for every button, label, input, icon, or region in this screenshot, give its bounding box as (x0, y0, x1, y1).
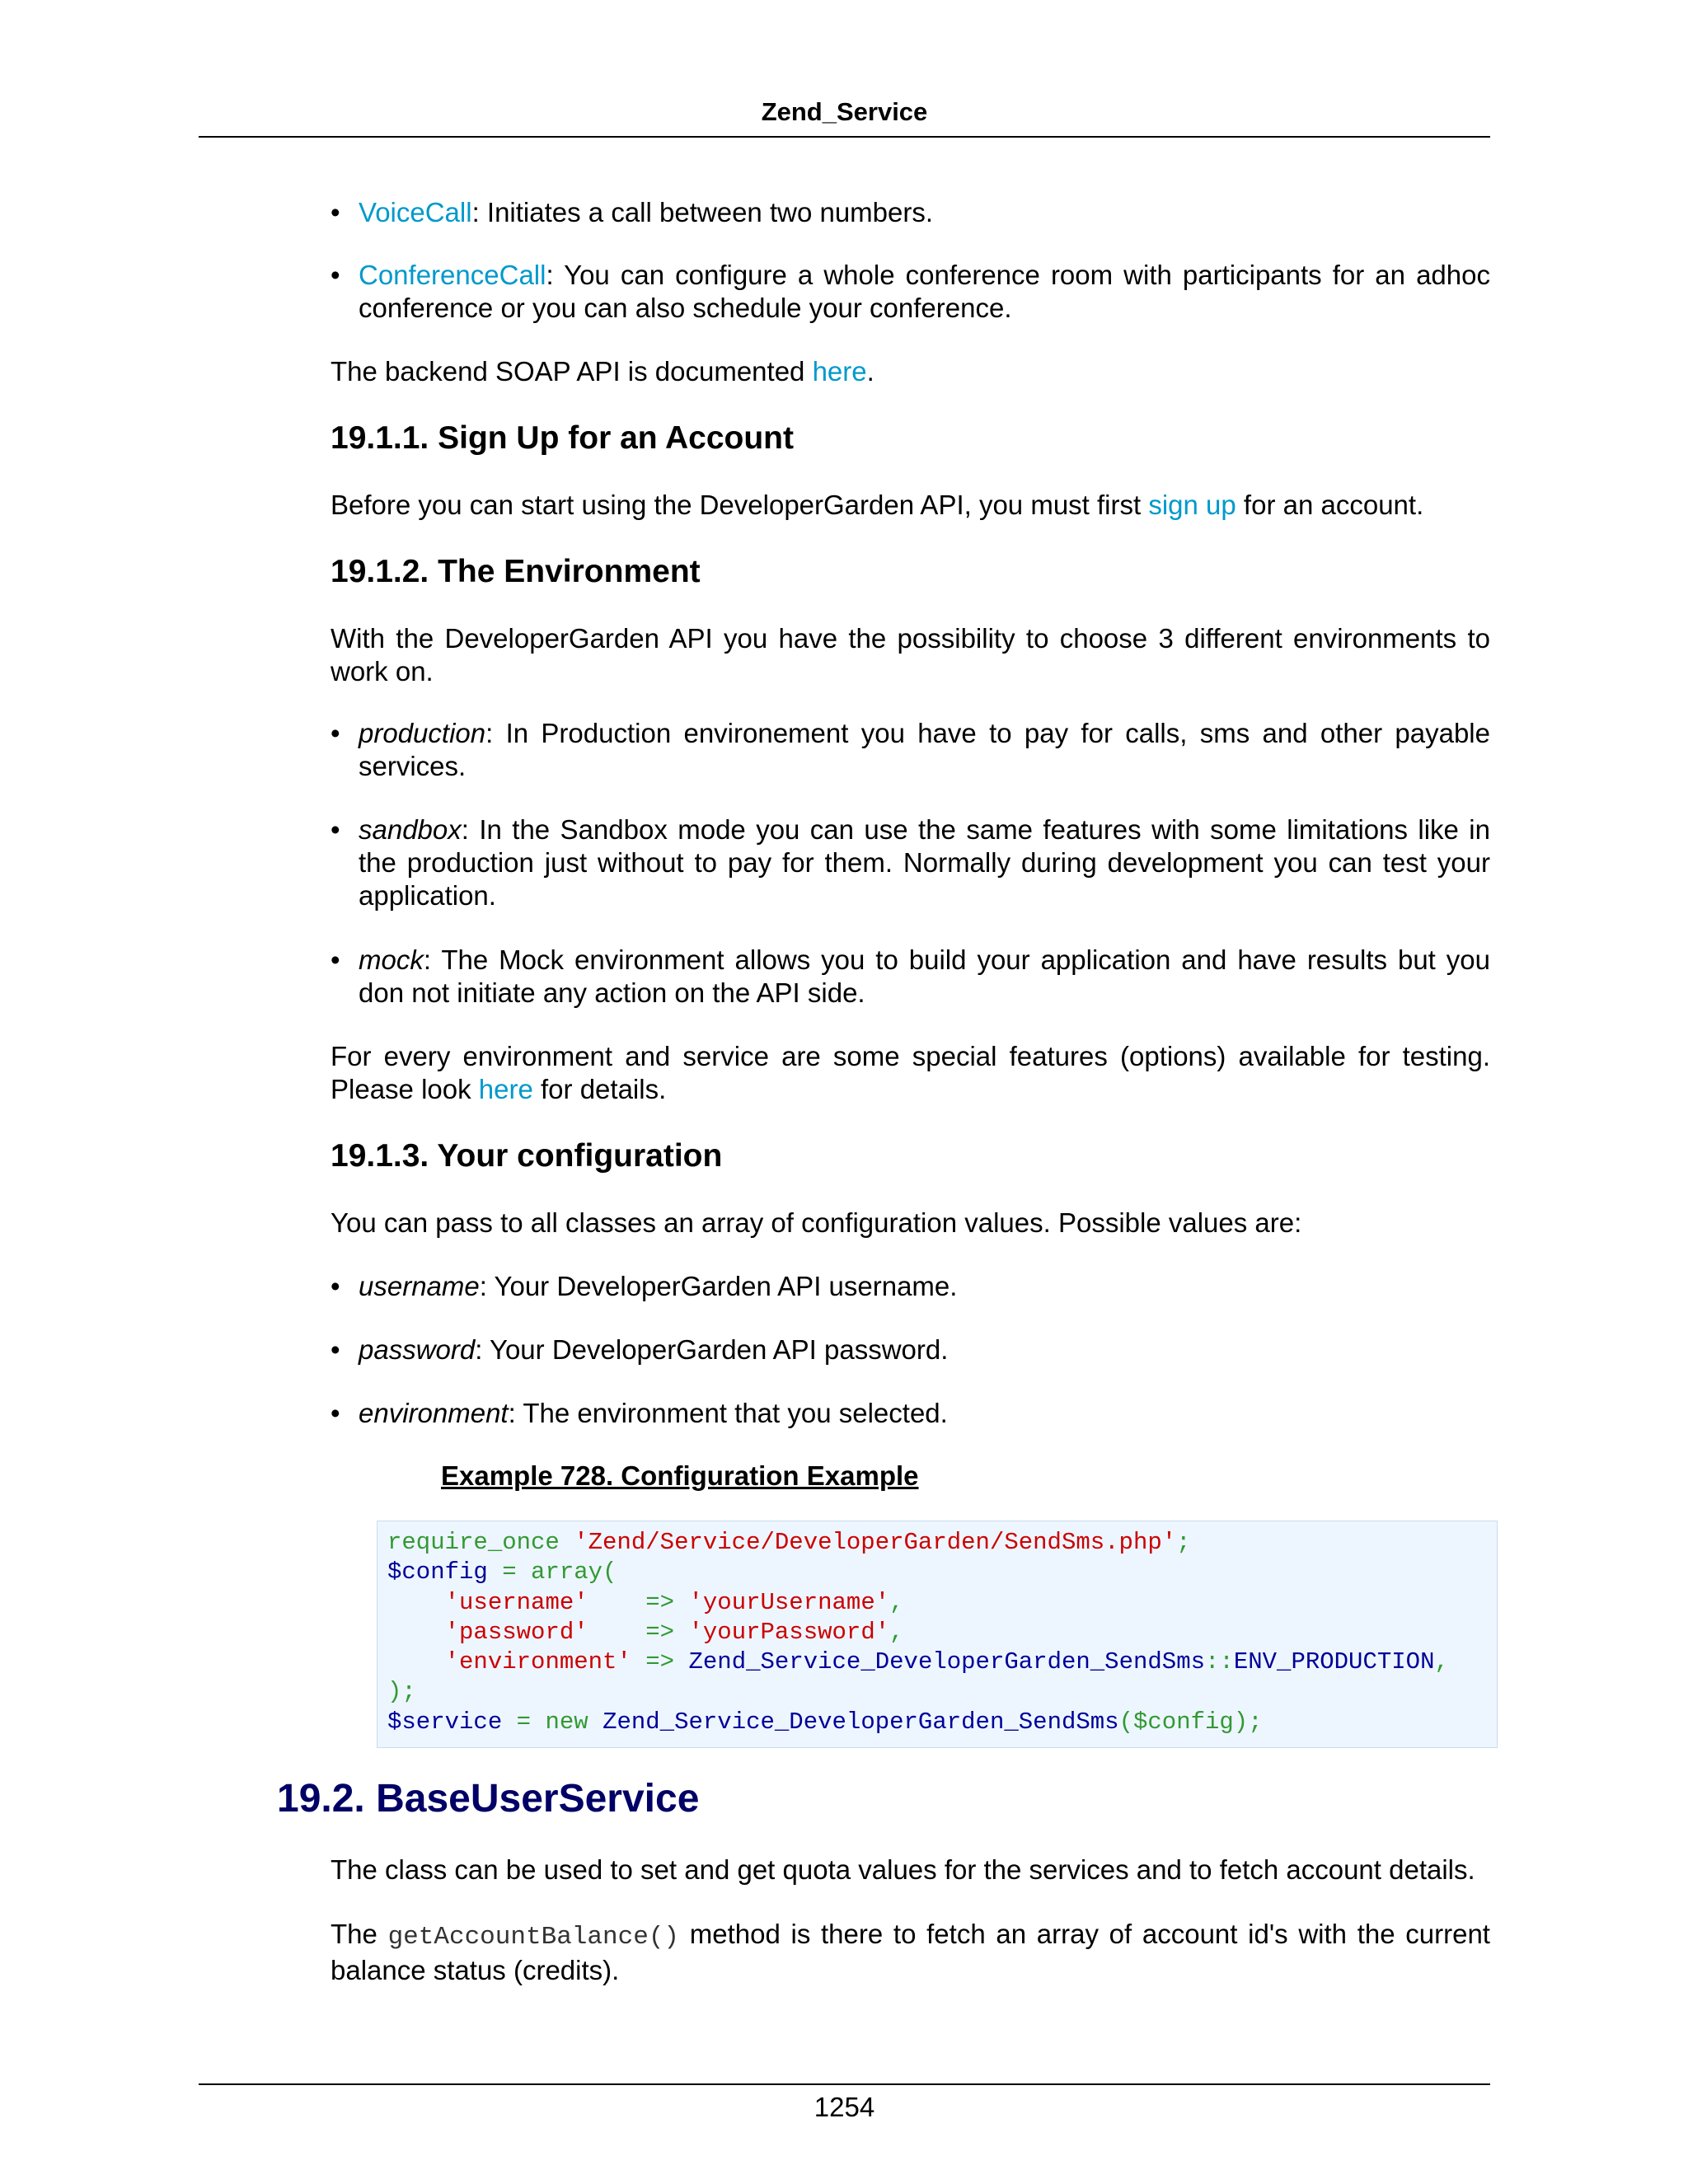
list-item-text: : Initiates a call between two numbers. (471, 197, 934, 227)
term-sandbox: sandbox (359, 814, 462, 845)
voicecall-link[interactable]: VoiceCall (359, 197, 472, 227)
term-production: production (359, 718, 486, 748)
running-header: Zend_Service (761, 97, 928, 126)
conferencecall-link[interactable]: ConferenceCall (359, 260, 546, 290)
list-item: • username: Your DeveloperGarden API username. (331, 1271, 958, 1301)
base-user-service-paragraph: The class can be used to set and get quota values for the services and to fetch account details. (331, 1854, 1475, 1885)
environment-note: For every environment and service are some special features (options) available for testing. Please look here for details. (331, 1041, 1490, 1104)
list-item: • mock: The Mock environment allows you to build your application and have results but you don not initiate any action on the API side. (331, 944, 1490, 1008)
options-details-link[interactable]: here (478, 1074, 533, 1104)
header-rule (199, 136, 1490, 138)
term-mock: mock (359, 944, 424, 975)
list-item (331, 196, 1490, 229)
inline-code: getAccountBalance() (387, 1923, 680, 1952)
bullet-icon: • (331, 1271, 340, 1301)
bullet-icon: • (331, 944, 340, 975)
sign-up-paragraph: Before you can start using the DeveloperGarden API, you must first sign up for an account. (331, 490, 1424, 520)
list-item-text: : You can configure a whole conference room with participants for an adhoc conference or you can also schedule your conference. (359, 260, 1490, 323)
section-heading-sign-up: 19.1.1. Sign Up for an Account (331, 420, 794, 456)
list-item: • password: Your DeveloperGarden API password. (331, 1334, 949, 1365)
soap-paragraph: The backend SOAP API is documented here. (331, 356, 874, 387)
list-item (331, 259, 1490, 325)
footer-rule (199, 2083, 1490, 2085)
account-balance-paragraph: The getAccountBalance() method is there to fetch an array of account id's with the current balance status (credits). (331, 1919, 1490, 1985)
section-heading-configuration: 19.1.3. Your configuration (331, 1138, 723, 1174)
page-number: 1254 (814, 2092, 875, 2122)
list-item: • sandbox: In the Sandbox mode you can use the same features with some limitations like in the production just without to pay for them. Normally during development you can test your application. (331, 814, 1490, 911)
bullet-icon: • (331, 1334, 340, 1365)
bullet-icon: • (331, 197, 340, 227)
bullet-icon: • (331, 260, 340, 290)
section-heading-environment: 19.1.2. The Environment (331, 554, 701, 589)
bullet-icon: • (331, 718, 340, 748)
code-listing: require_once 'Zend/Service/DeveloperGarden/SendSms.php'; $config = array( 'username' => 'yourUsername', 'password' => 'yourPassword', 'environment' => Zend_Service_DeveloperGarden_SendSms::ENV_PRODUCTION, ); $service = new Zend_Service_DeveloperGarden_SendSms($config); (387, 1529, 1449, 1736)
term-username: username (359, 1271, 480, 1301)
section-heading-base-user-service: 19.2. BaseUserService (277, 1777, 700, 1821)
environment-intro: With the DeveloperGarden API you have the possibility to choose 3 different environments to work on. (331, 623, 1490, 687)
soap-docs-link[interactable]: here (812, 356, 867, 387)
configuration-intro: You can pass to all classes an array of configuration values. Possible values are: (331, 1207, 1302, 1238)
sign-up-link[interactable]: sign up (1148, 490, 1236, 520)
example-title: Example 728. Configuration Example (441, 1460, 919, 1491)
list-item: • environment: The environment that you selected. (331, 1398, 948, 1428)
term-environment: environment (359, 1398, 509, 1428)
bullet-icon: • (331, 1398, 340, 1428)
code-block (377, 1521, 1498, 1748)
list-item: • production: In Production environement you have to pay for calls, sms and other payable services. (331, 718, 1490, 781)
bullet-icon: • (331, 814, 340, 845)
term-password: password (359, 1334, 476, 1365)
